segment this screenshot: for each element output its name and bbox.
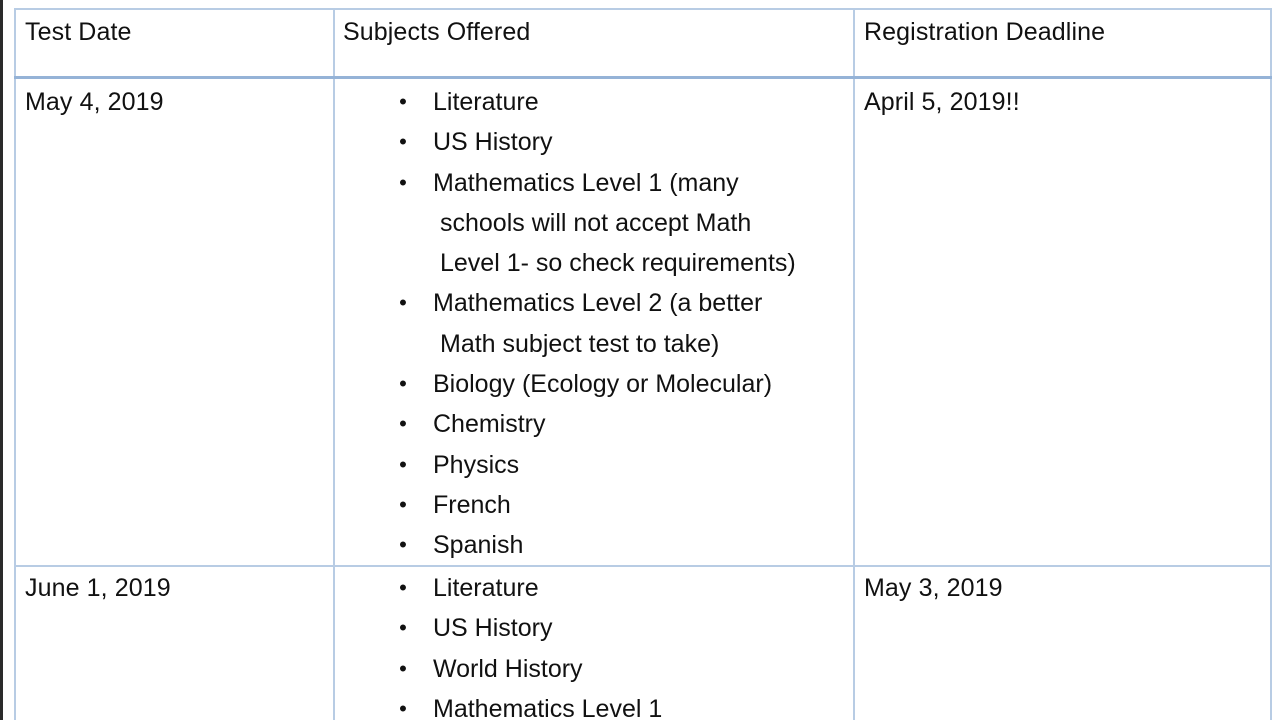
row-1-registration-deadline: April 5, 2019!! [864,88,1020,116]
row-2-registration-deadline: May 3, 2019 [864,574,1003,602]
subject-list-item [399,445,796,485]
subject-name-continued: schools will not accept Math [440,208,752,237]
subject-name-continued: Math subject test to take) [440,329,720,358]
column-divider-2 [853,8,855,720]
subject-list-item [399,485,796,525]
bullet-icon: • [399,615,407,641]
subject-list-item [399,404,796,444]
subject-name: French [433,490,511,519]
subject-list-item [399,689,663,720]
subject-name: Literature [433,88,539,116]
subject-name: Mathematics Level 1 (many [433,168,739,197]
header-registration-deadline: Registration Deadline [864,18,1106,46]
bullet-icon: • [399,491,407,517]
bullet-icon: • [399,89,407,114]
subject-name: US History [433,614,553,643]
subject-list-item [399,568,662,608]
subject-name: World History [433,654,583,683]
row-1-subjects-list [399,82,796,566]
subject-list-item [399,122,796,162]
column-divider-1 [333,8,335,720]
bullet-icon: • [399,575,407,600]
bullet-icon: • [399,371,407,397]
bullet-icon: • [399,532,407,558]
bullet-icon: • [399,129,407,155]
subject-list-item [399,608,662,648]
subject-name: Mathematics Level 2 (a better [433,289,763,318]
row-1-test-date: May 4, 2019 [25,88,164,116]
subject-list-item [399,82,796,122]
subject-list-item [399,283,796,364]
header-subjects-offered: Subjects Offered [343,18,531,46]
subject-name: Chemistry [433,410,546,439]
row-2-subjects-list [399,568,663,720]
bullet-icon: • [399,169,407,195]
subject-list-item [399,525,796,565]
subject-list-item [399,649,662,689]
bullet-icon: • [399,451,407,477]
bullet-icon: • [399,411,407,437]
bullet-icon: • [399,290,407,316]
subject-name: Spanish [433,531,524,560]
subject-list-item [399,364,796,404]
bullet-icon: • [399,655,407,681]
subject-name: Biology (Ecology or Molecular) [433,370,773,399]
row-2-test-date: June 1, 2019 [25,574,171,602]
subject-name-continued: Level 1- so check requirements) [440,249,796,278]
header-row-divider [14,76,1272,79]
subject-name: Mathematics Level 1 [433,694,663,720]
header-test-date: Test Date [25,18,132,46]
subject-name: Literature [433,574,539,602]
bullet-icon: • [399,695,407,720]
subject-list-item [399,163,796,284]
subject-name: Physics [433,450,520,479]
subject-name: US History [433,128,553,157]
window-left-edge [0,0,3,720]
